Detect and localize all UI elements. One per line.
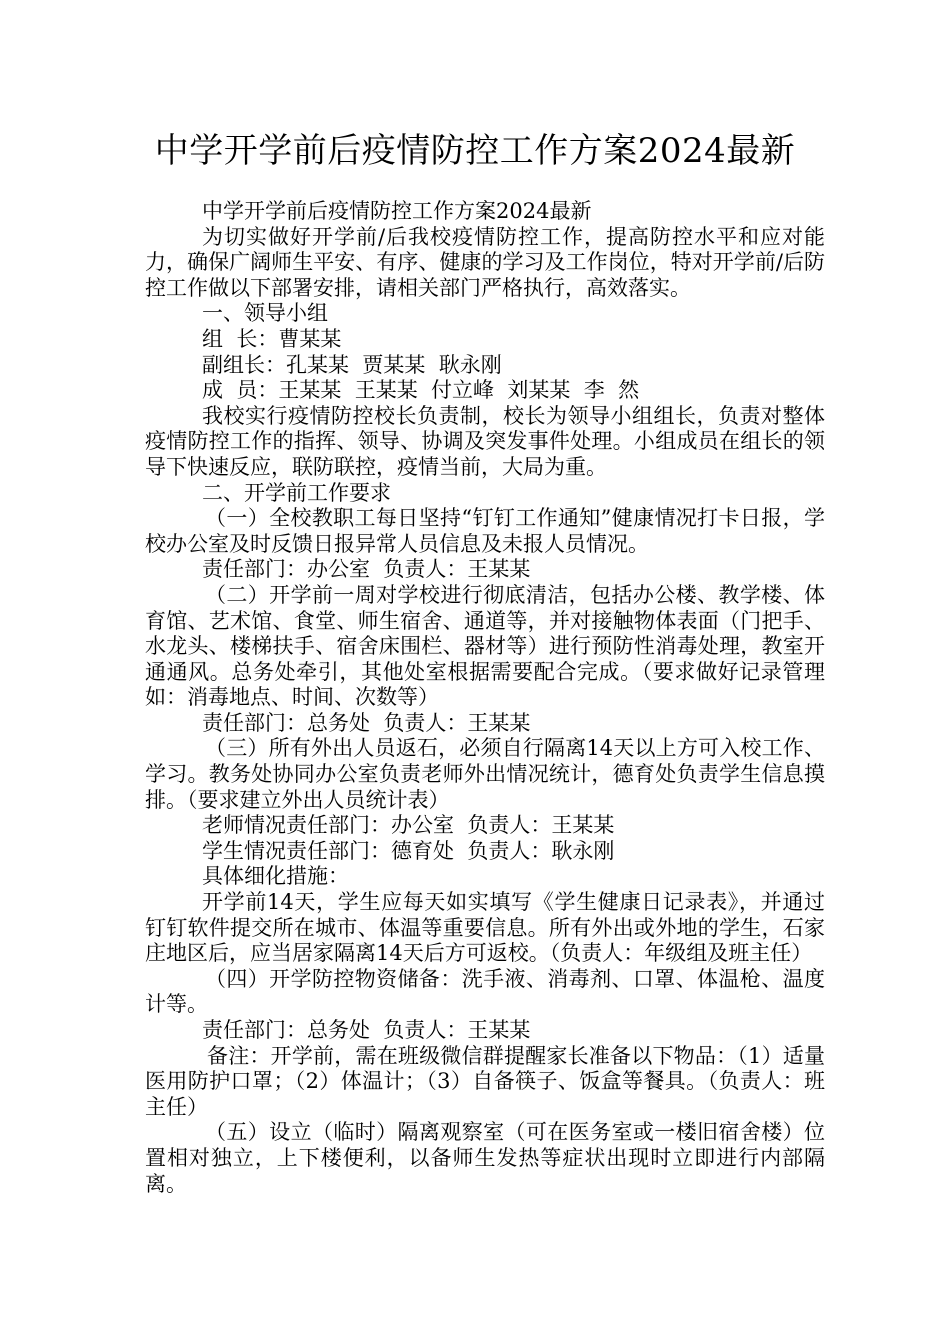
paragraph-members: 成 员：王某某 王某某 付立峰 刘某某 李 然	[202, 378, 640, 403]
document-body	[145, 199, 825, 1197]
paragraph-note: 备注：开学前，需在班级微信群提醒家长准备以下物品：（1）适量医用防护口罩；（2）体温计；（3）自备筷子、饭盒等餐具。（负责人：班主任）	[145, 1043, 825, 1119]
paragraph-item-5: （五）设立（临时）隔离观察室（可在医务室或一楼旧宿舍楼）位置相对独立，上下楼便利，以备师生发热等症状出现时立即进行内部隔离。	[145, 1120, 825, 1196]
paragraph-responsibility: 我校实行疫情防控校长负责制，校长为领导小组组长，负责对整体疫情防控工作的指挥、领导、协调及突发事件处理。小组成员在组长的领导下快速反应，联防联控，疫情当前，大局为重。	[145, 403, 825, 479]
paragraph-measures-heading: 具体细化措施：	[202, 864, 349, 889]
document-title: 中学开学前后疫情防控工作方案2024最新	[154, 131, 796, 171]
paragraph-item-4: （四）开学防控物资储备：洗手液、消毒剂、口罩、体温枪、温度计等。	[145, 966, 825, 1017]
paragraph-dept-1: 责任部门：办公室 负责人：王某某	[202, 557, 531, 582]
paragraph-dept-4: 责任部门：总务处 负责人：王某某	[202, 1018, 531, 1042]
paragraph-dept-2: 责任部门：总务处 负责人：王某某	[202, 710, 531, 735]
section-heading-requirements: 二、开学前工作要求	[202, 480, 391, 505]
paragraph-item-2: （二）开学前一周对学校进行彻底清洁，包括办公楼、教学楼、体育馆、艺术馆、食堂、师生宿舍、通道等，并对接触物体表面（门把手、水龙头、楼梯扶手、宿舍床围栏、器材等）进行预防性消毒处理，教室开通通风。总务处牵引，其他处室根据需要配合完成。（要求做好记录管理如：消毒地点、时间、次数等）	[145, 582, 825, 710]
paragraph-deputy-leaders: 副组长：孔某某 贾某某 耿永刚	[202, 352, 502, 377]
section-heading-leadership: 一、领导小组	[202, 301, 328, 326]
paragraph-intro: 为切实做好开学前/后我校疫情防控工作，提高防控水平和应对能力，确保广阔师生平安、有序、健康的学习及工作岗位，特对开学前/后防控工作做以下部署安排，请相关部门严格执行，高效落实。	[145, 224, 825, 300]
paragraph-heading: 中学开学前后疫情防控工作方案2024最新	[202, 199, 592, 223]
paragraph-item-3: （三）所有外出人员返石，必须自行隔离14天以上方可入校工作、学习。教务处协同办公室负责老师外出情况统计，德育处负责学生信息摸排。（要求建立外出人员统计表）	[145, 736, 825, 812]
paragraph-dept-teachers: 老师情况责任部门：办公室 负责人：王某某	[202, 813, 615, 838]
paragraph-leader: 组 长：曹某某	[202, 326, 342, 351]
paragraph-measures: 开学前14天，学生应每天如实填写《学生健康日记录表》，并通过钉钉软件提交所在城市、体温等重要信息。所有外出或外地的学生，石家庄地区后，应当居家隔离14天后方可返校。（负责人：年级组及班主任）	[145, 890, 825, 966]
paragraph-item-1: （一）全校教职工每日坚持“钉钉工作通知”健康情况打卡日报，学校办公室及时反馈日报异常人员信息及未报人员情况。	[145, 506, 825, 556]
paragraph-dept-students: 学生情况责任部门：德育处 负责人：耿永刚	[202, 838, 615, 863]
